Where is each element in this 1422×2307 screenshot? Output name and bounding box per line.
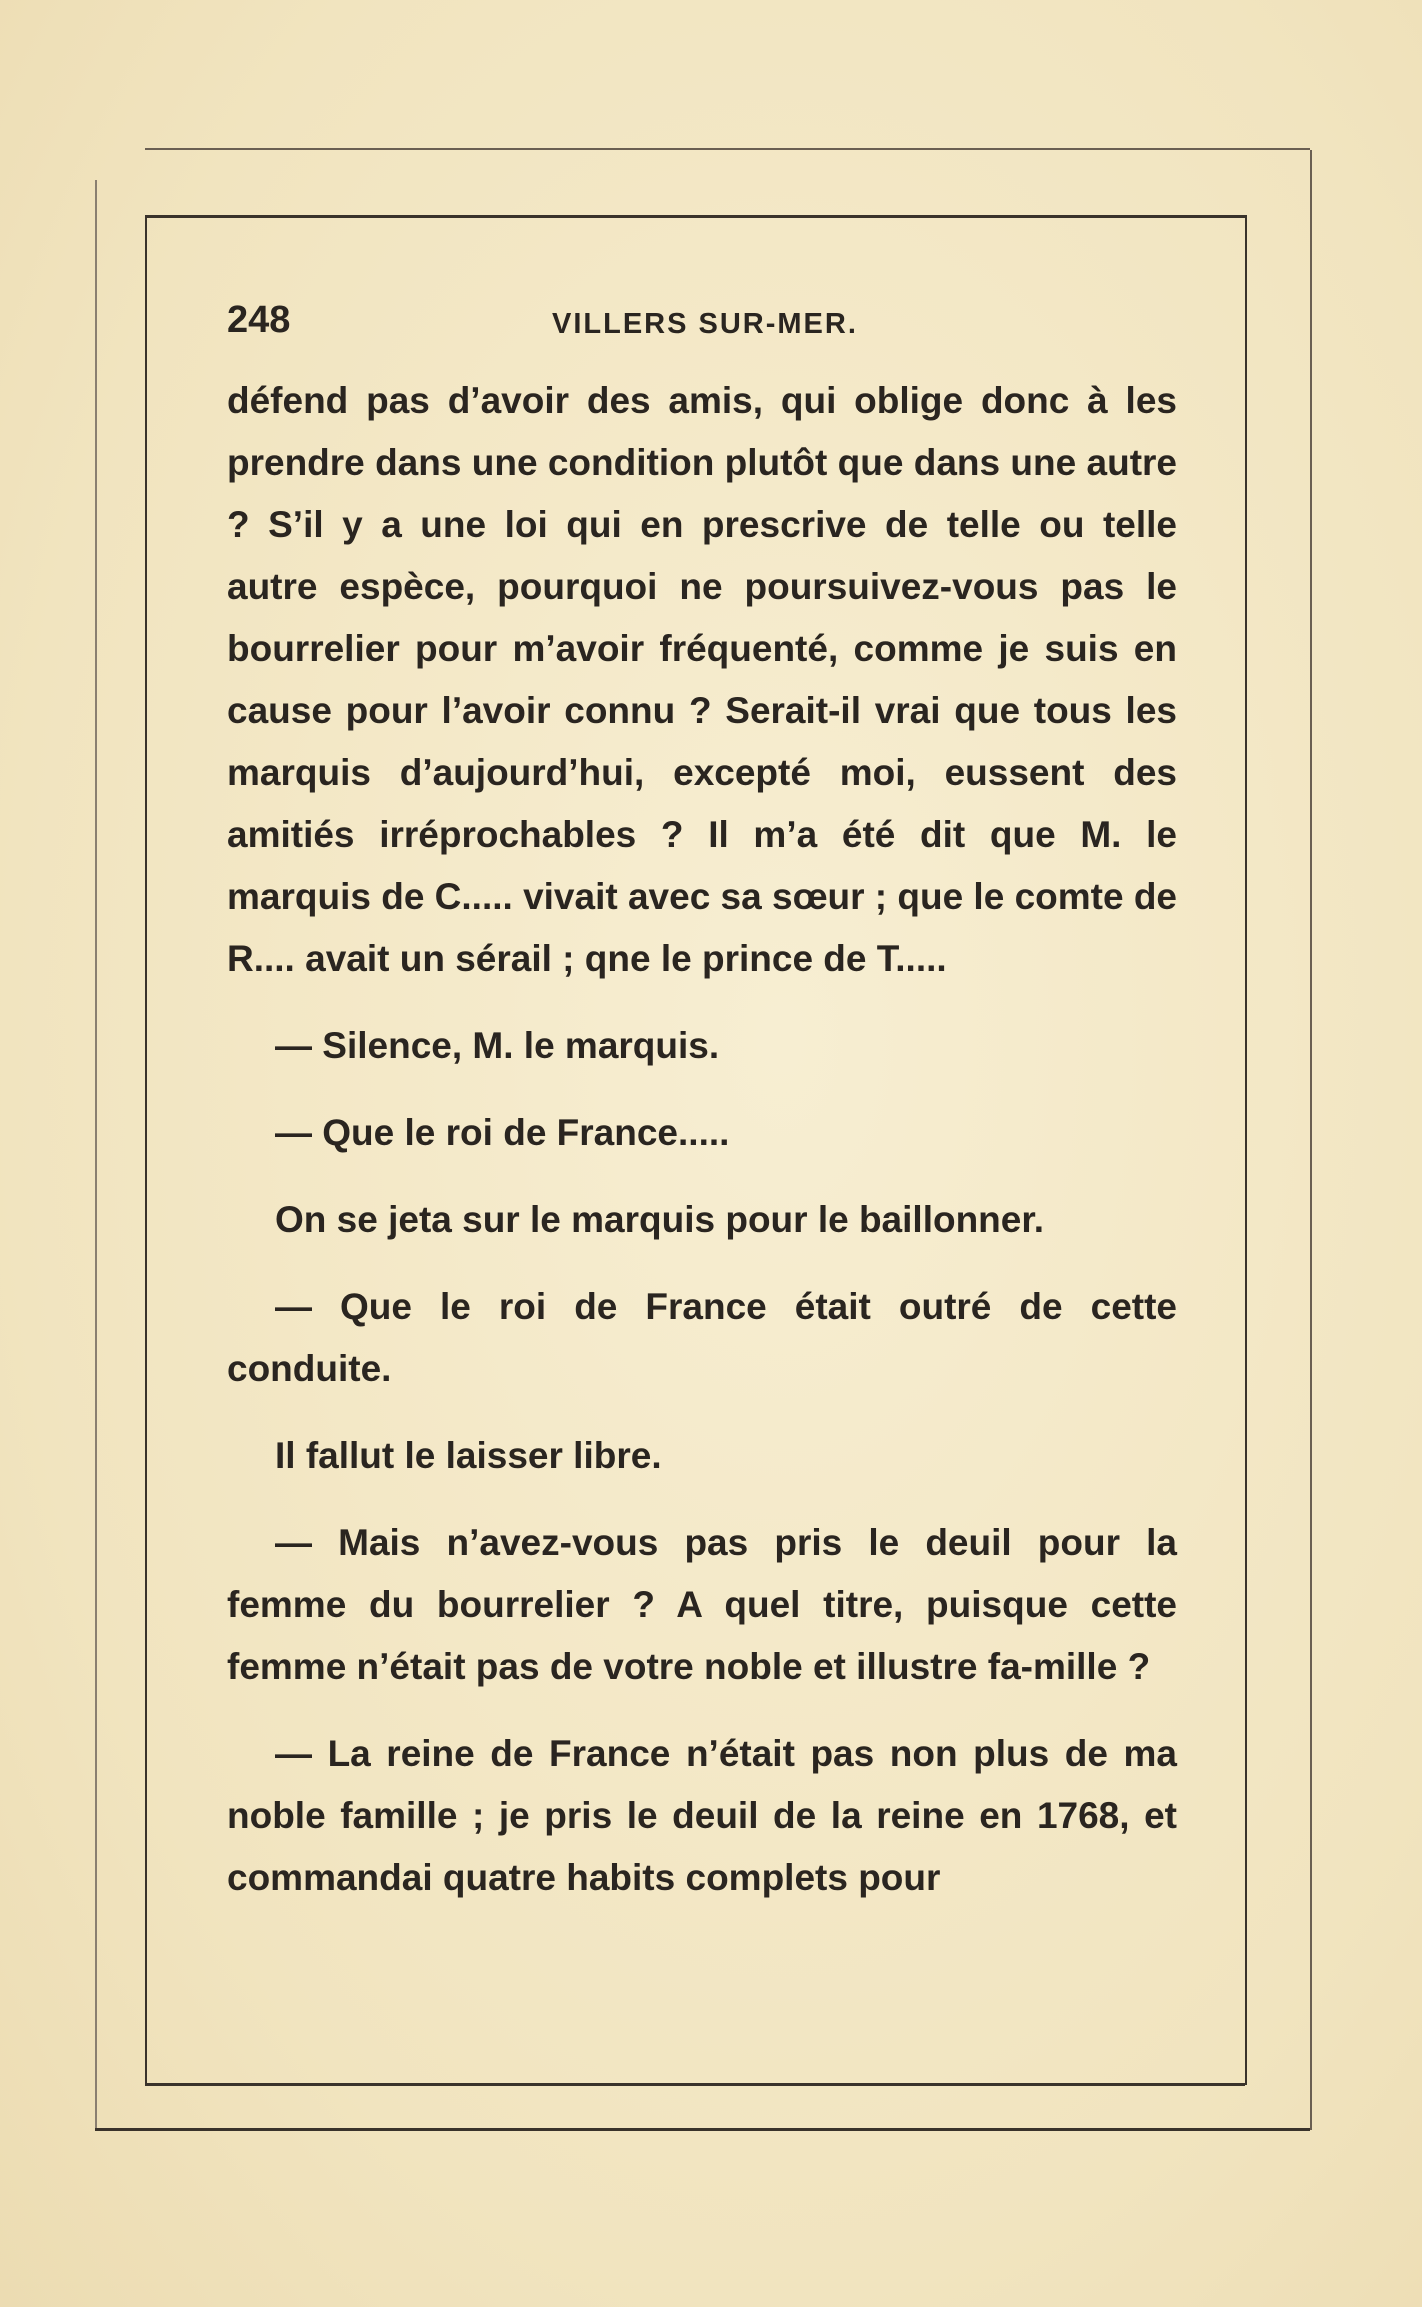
paragraph: Il fallut le laisser libre. [275, 1435, 662, 1476]
running-title: VILLERS SUR-MER. [552, 308, 858, 340]
paragraph: — Que le roi de France était outré de cette conduite. [227, 1286, 1177, 1389]
frame-outer-top-rule [145, 148, 1310, 150]
frame-inner-bottom-rule [145, 2083, 1245, 2086]
body-text [227, 370, 1177, 1934]
paragraph: — Que le roi de France..... [275, 1112, 730, 1153]
paragraph: — Mais n’avez-vous pas pris le deuil pour la femme du bourrelier ? A quel titre, puisque cette femme n’était pas de votre noble et illustre fa-mille ? [227, 1522, 1177, 1687]
frame-inner-top-rule [145, 215, 1245, 218]
frame-inner-left-rule [145, 215, 147, 2085]
frame-outer-bottom-rule [95, 2128, 1310, 2131]
frame-outer-right-rule [1310, 150, 1312, 2130]
frame-outer-left-rule [95, 180, 97, 2130]
frame-inner-right-rule [1245, 215, 1247, 2085]
paragraph: défend pas d’avoir des amis, qui oblige donc à les prendre dans une condition plutôt que dans une autre ? S’il y a une loi qui en prescrive de telle ou telle autre espèce, pourquoi ne poursuivez-vous pas le bourrelier pour m’avoir fréquenté, comme je suis en cause pour l’avoir connu ? Serait-il vrai que tous les marquis d’aujourd’hui, excepté moi, eussent des amitiés irréprochables ? Il m’a été dit que M. le marquis de C..... vivait avec sa sœur ; que le comte de R.... avait un sérail ; qne le prince de T..... [227, 380, 1178, 979]
page-number: 248 [227, 299, 291, 341]
paragraph: — Silence, M. le marquis. [275, 1025, 720, 1066]
paragraph: On se jeta sur le marquis pour le baillonner. [275, 1199, 1044, 1240]
paragraph: — La reine de France n’était pas non plus de ma noble famille ; je pris le deuil de la reine en 1768, et commandai quatre habits complets pour [227, 1733, 1177, 1898]
page-header [227, 290, 1127, 350]
